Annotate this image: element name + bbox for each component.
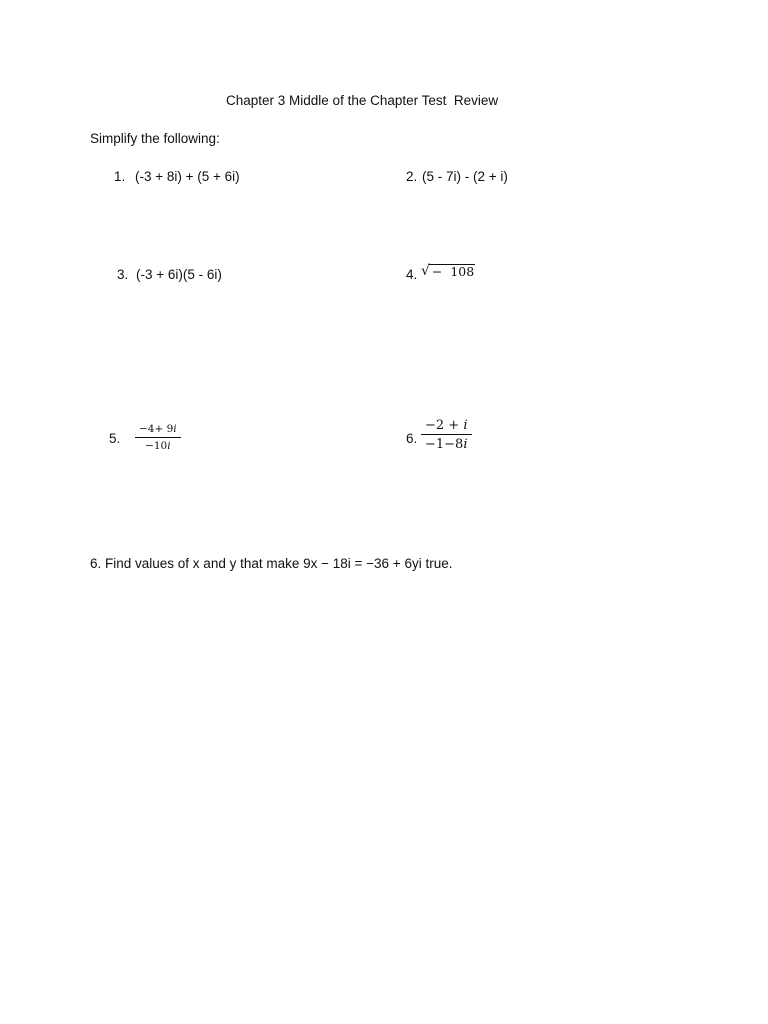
problem-6-fraction (421, 419, 472, 451)
problem-5-number: 5. (109, 431, 121, 446)
problem-5-fraction (135, 424, 181, 451)
problem-6-numerator: −2 + i (425, 418, 468, 433)
page-title: Chapter 3 Middle of the Chapter Test Review (226, 93, 499, 108)
problem-1-number: 1. (114, 169, 126, 184)
problem-4-number: 4. (406, 267, 418, 282)
instructions: Simplify the following: (90, 131, 220, 146)
problem-2-expression: (5 - 7i) - (2 + i) (422, 169, 508, 184)
problem-6-denominator: −1−8i (425, 437, 468, 452)
radical-sign: √ (421, 263, 430, 279)
problem-3-expression: (-3 + 6i)(5 - 6i) (136, 267, 222, 282)
problem-4-radicand: − 108 (429, 264, 475, 279)
problem-5-numerator: −4+ 9i (139, 423, 177, 435)
final-question: 6. Find values of x and y that make 9x − 18i = −36 + 6yi true. (90, 556, 453, 571)
problem-2-number: 2. (406, 169, 418, 184)
problem-3-number: 3. (117, 267, 129, 282)
problem-1-expression: (-3 + 8i) + (5 + 6i) (135, 169, 240, 184)
problem-6-number: 6. (406, 431, 418, 446)
problem-4-radical (421, 264, 475, 279)
problem-5-denominator: −10i (145, 439, 171, 452)
